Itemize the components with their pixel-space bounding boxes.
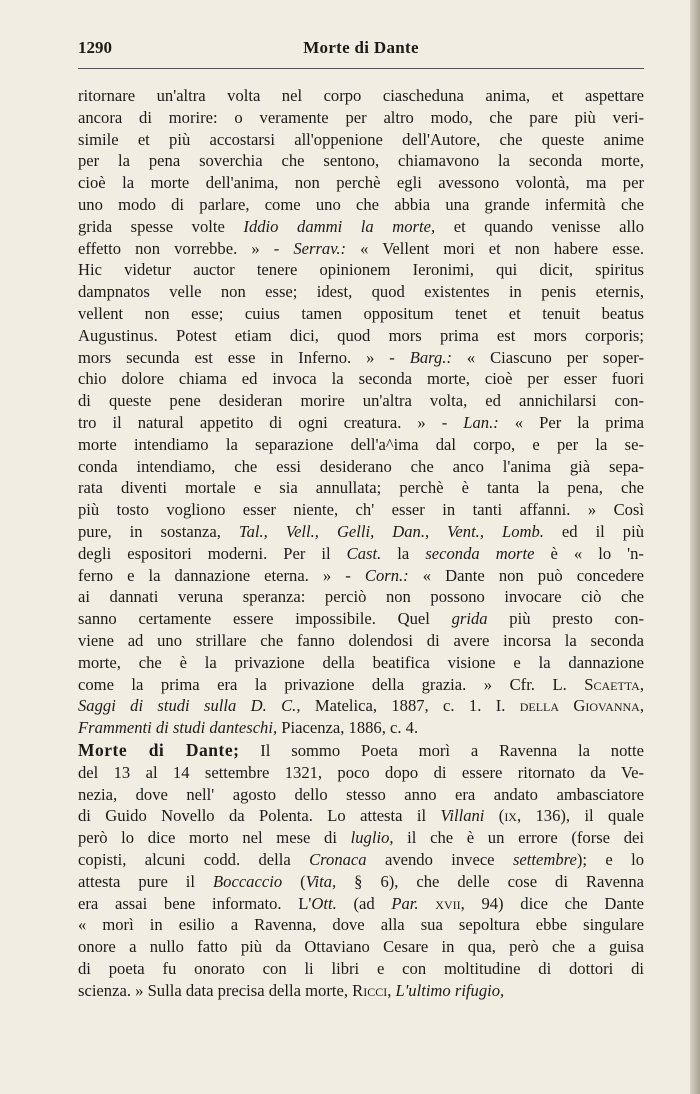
text-run: però lo dice morto nel mese di [78, 828, 351, 848]
italic-text: Saggi di studi sulla D. C., [78, 696, 301, 716]
text-line [78, 368, 644, 390]
italic-text: grida [451, 609, 488, 629]
text-run: conda intendiamo, che essi desiderano che anco l'anima già sepa- [78, 456, 644, 476]
text-run: di poeta fu onorato con li libri e con moltitudine di dottori di [78, 958, 644, 978]
text-line [78, 303, 644, 325]
text-run: dampnatos velle non esse; idest, quod existentes in penis eternis, [78, 282, 644, 302]
text-run: il che è un errore (forse dei [393, 828, 644, 848]
text-run: morte, che è la privazione della beatifica visione e la dannazione [78, 652, 644, 672]
text-line [78, 390, 644, 412]
text-line [78, 652, 644, 674]
text-line [78, 172, 644, 194]
small-caps-text: Scaetta, [584, 674, 644, 694]
text-line [78, 412, 644, 434]
text-run: cioè la morte dell'anima, non perchè egli avessono volontà, ma per [78, 173, 644, 193]
text-run: « morì in esilio a Ravenna, dove alla sua sepoltura ebbe singulare [78, 915, 644, 935]
text-line [78, 521, 644, 543]
text-run: viene ad uno strillare che fanno dolendosi di avere incorsa la seconda [78, 630, 644, 650]
text-run: pure, in sostanza, [78, 521, 239, 541]
text-line [78, 805, 644, 827]
italic-text: L'ultimo rifugio, [395, 980, 505, 1000]
small-caps-text: ix [504, 806, 517, 826]
text-run: ai dannati veruna speranza: perciò non possono invocare ciò che [78, 587, 644, 607]
text-run: degli espositori moderni. Per il [78, 543, 347, 563]
text-line [78, 543, 644, 565]
italic-text: Iddio dammi la morte, [243, 216, 436, 236]
text-run: uno modo di parlare, come uno che abbia una grande infermità che [78, 194, 644, 214]
text-line [78, 194, 644, 216]
entry-heading: Morte di Dante; [78, 740, 240, 760]
text-run: sanno certamente essere impossibile. Quel [78, 609, 452, 629]
italic-text: luglio, [350, 828, 394, 848]
header-rule [78, 68, 644, 69]
text-run: ); e lo [576, 849, 645, 869]
text-run: per la pena soverchia che sentono, chiamavono la seconda morte, [78, 151, 644, 171]
page-number: 1290 [78, 38, 112, 57]
text-line [78, 238, 644, 260]
text-run: « Dante non può concedere [408, 565, 644, 585]
text-line [78, 586, 644, 608]
text-line [78, 259, 644, 281]
text-line [78, 695, 644, 717]
text-run: effetto non vorrebbe. » - [78, 238, 294, 258]
text-run: grida spesse volte [78, 216, 244, 236]
text-line [78, 849, 644, 871]
text-run: § 6), che delle cose di Ravenna [336, 871, 644, 891]
text-line [78, 150, 644, 172]
italic-text: Cast. [346, 543, 382, 563]
small-caps-text: della Giovanna, [519, 696, 644, 716]
page-header [78, 38, 644, 64]
text-line [78, 565, 644, 587]
text-line [78, 456, 644, 478]
text-run [419, 894, 436, 913]
text-run: era assai bene informato. L' [78, 893, 312, 913]
text-line [78, 958, 644, 980]
text-run: nezia, dove nell' agosto dello stesso anno era andato ambasciatore [78, 784, 644, 804]
text-run: di queste pene desideran morire un'altra volta, ed annichilarsi con- [78, 391, 644, 411]
text-line [78, 608, 644, 630]
text-run: ( [282, 871, 306, 891]
text-run: Matelica, 1887, c. 1. I. [300, 696, 520, 716]
text-run: del 13 al 14 settembre 1321, poco dopo di essere ritornato da Ve- [78, 762, 644, 782]
text-run: ferno e la dannazione eterna. » - [78, 565, 365, 585]
text-line [78, 674, 644, 696]
text-line [78, 827, 644, 849]
italic-text: Ott. [311, 893, 337, 913]
text-run: più presto con- [487, 609, 644, 629]
text-line [78, 85, 644, 107]
text-run: et quando venisse allo [435, 216, 644, 236]
text-run: « Per la prima [498, 412, 644, 432]
text-run: Piacenza, 1886, c. 4. [277, 718, 419, 738]
text-line [78, 717, 644, 739]
text-run: Hic videtur auctor tenere opinionem Ieronimi, qui dicit, spiritus [78, 260, 644, 280]
text-run: « Ciascuno per soper- [451, 347, 644, 367]
small-caps-text: xvii [435, 893, 461, 913]
text-run: ancora di morire: o veramente per altro modo, che pare più veri- [78, 107, 644, 127]
italic-text: Serrav.: [293, 238, 347, 258]
italic-text: settembre [512, 849, 577, 869]
text-line [78, 107, 644, 129]
text-run: onore a nullo fatto più da Ottaviano Cesare in qua, però che a guisa [78, 937, 644, 957]
italic-text: Frammenti di studi danteschi, [78, 718, 278, 738]
text-run: la [381, 543, 426, 563]
entry-morte-di-dante [78, 740, 644, 1002]
text-run: è « lo 'n- [534, 543, 644, 563]
text-run: Il sommo Poeta morì a Ravenna la notte [239, 741, 644, 760]
text-line [78, 477, 644, 499]
text-line [78, 893, 644, 915]
text-line [78, 499, 644, 521]
text-run: Augustinus. Potest etiam dici, quod mors prima est mors corporis; [78, 325, 644, 345]
text-line [78, 325, 644, 347]
text-run: ed il più [543, 521, 644, 541]
text-run: , 94) dice che Dante [460, 893, 644, 913]
text-line [78, 347, 644, 369]
text-run: come la prima era la privazione della grazia. » Cfr. L. [78, 674, 585, 694]
italic-text: Villani [440, 806, 485, 826]
text-line [78, 936, 644, 958]
small-caps-text: Ricci, [352, 980, 392, 1000]
text-run: « Vellent mori et non habere esse. [346, 238, 644, 258]
text-run: di Guido Novello da Polenta. Lo attesta il [78, 806, 441, 826]
text-run: attesta pure il [78, 871, 214, 891]
text-run: tro il natural appetito di ogni creatura. » - [78, 412, 464, 432]
text-run: avendo invece [366, 849, 513, 869]
text-run: copisti, alcuni codd. della [78, 849, 310, 869]
italic-text: seconda morte [425, 543, 535, 563]
italic-text: Par. [391, 893, 419, 913]
text-line [78, 740, 644, 762]
italic-text: Barg.: [409, 347, 452, 367]
text-run: più tosto vogliono esser niente, ch' esser in tanti affanni. » Così [78, 500, 644, 520]
text-run: chio dolore chiama ed invoca la seconda morte, cioè per esser fuori [78, 369, 644, 389]
text-run: rata diventi mortale e sia annullata; perchè è tanta la pena, che [78, 478, 644, 498]
text-line [78, 630, 644, 652]
text-run: , 136), il quale [516, 806, 644, 826]
italic-text: Cronaca [309, 849, 367, 869]
italic-text: Vita, [305, 871, 337, 891]
text-line [78, 871, 644, 893]
page-edge-shadow [690, 0, 700, 1094]
text-line [78, 762, 644, 784]
running-title: Morte di Dante [303, 38, 419, 57]
text-line [78, 434, 644, 456]
text-line [78, 129, 644, 151]
text-run: simile et più accostarsi all'oppenione dell'Autore, che queste anime [78, 129, 644, 149]
text-run: ritornare un'altra volta nel corpo ciascheduna anima, et aspettare [78, 86, 644, 105]
italic-text: Boccaccio [213, 871, 283, 891]
text-run: morte intendiamo la separazione dell'a^ima dal corpo, e per la se- [78, 434, 644, 454]
text-run: ( [484, 806, 505, 826]
text-line [78, 784, 644, 806]
italic-text: Tal., Vell., Gelli, Dan., Vent., Lomb. [238, 521, 544, 541]
text-line [78, 281, 644, 303]
text-run: vellent non esse; cuius tamen oppositum tenet et tenuit beatus [78, 303, 644, 323]
text-run: scienza. » Sulla data precisa della morte, [78, 980, 353, 1000]
text-run: (ad [336, 893, 392, 913]
text-run: mors secunda est esse in Inferno. » - [78, 347, 410, 367]
text-line [78, 914, 644, 936]
text-line [78, 216, 644, 238]
italic-text: Corn.: [364, 565, 409, 585]
italic-text: Lan.: [463, 412, 499, 432]
commentary-paragraph [78, 85, 644, 739]
text-line [78, 980, 644, 1002]
